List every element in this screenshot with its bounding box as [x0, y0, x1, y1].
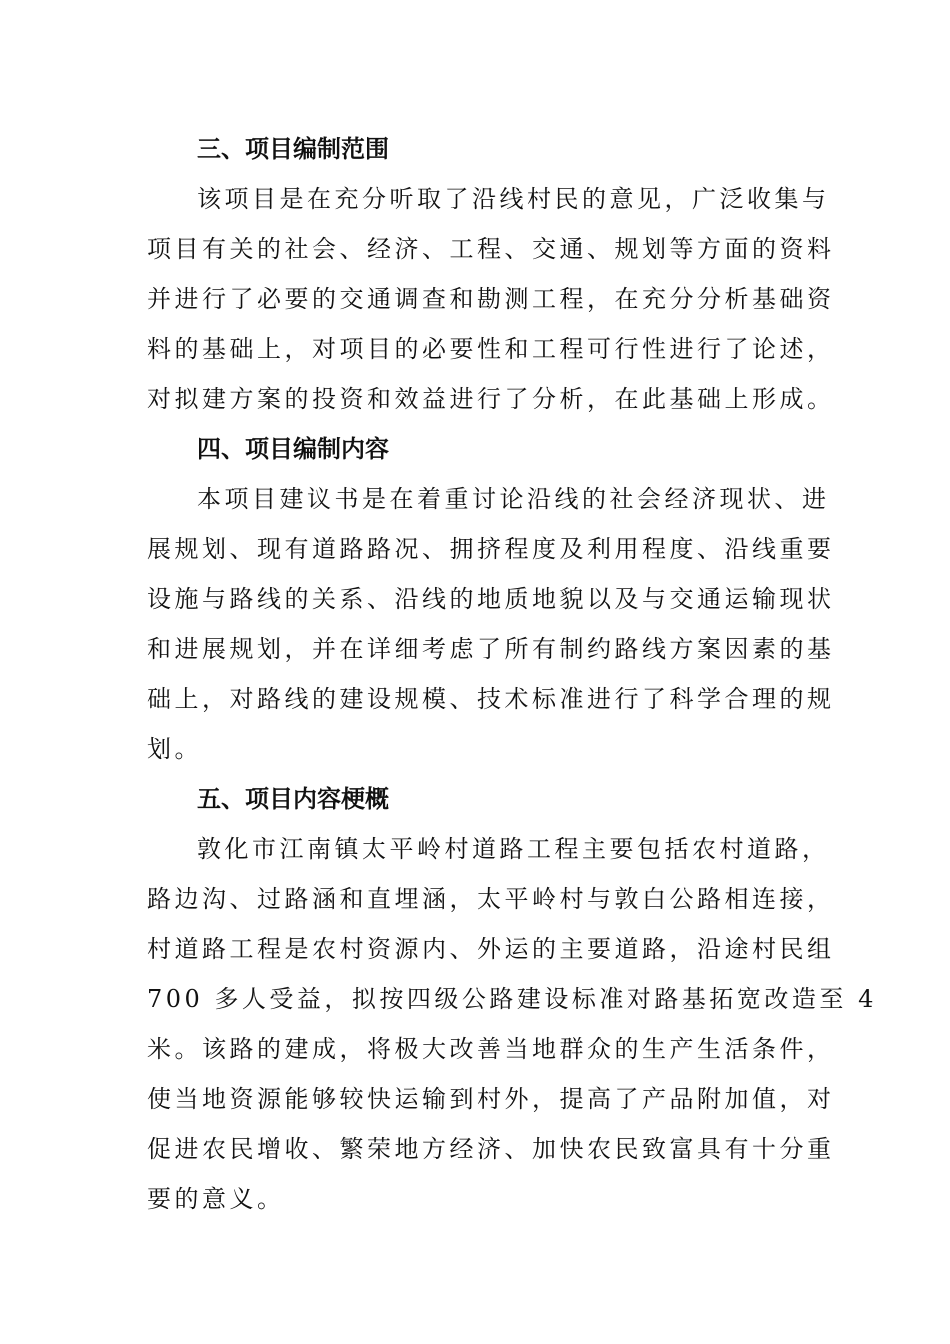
paragraph-line: 促进农民增收、繁荣地方经济、加快农民致富具有十分重 [147, 1135, 835, 1163]
paragraph-line: 并进行了必要的交通调查和勘测工程，在充分分析基础资 [147, 285, 835, 313]
section-paragraph-summary [147, 824, 877, 1224]
paragraph-line: 划。 [147, 735, 202, 763]
paragraph-line: 敦化市江南镇太平岭村道路工程主要包括农村道路， [197, 835, 830, 863]
paragraph-line: 设施与路线的关系、沿线的地质地貌以及与交通运输现状 [147, 585, 835, 613]
section-heading-scope: 三、项目编制范围 [197, 135, 389, 163]
paragraph-line: 米。该路的建成，将极大改善当地群众的生产生活条件， [147, 1035, 835, 1063]
paragraph-line: 本项目建议书是在着重讨论沿线的社会经济现状、进 [197, 485, 830, 513]
section-heading-content: 四、项目编制内容 [197, 435, 389, 463]
section-paragraph-content [147, 474, 835, 774]
section-paragraph-scope [147, 174, 835, 424]
paragraph-line: 料的基础上，对项目的必要性和工程可行性进行了论述， [147, 335, 835, 363]
paragraph-line: 和进展规划，并在详细考虑了所有制约路线方案因素的基 [147, 635, 835, 663]
paragraph-line: 该项目是在充分听取了沿线村民的意见，广泛收集与 [197, 185, 830, 213]
document-body [147, 124, 877, 1224]
paragraph-line: 展规划、现有道路路况、拥挤程度及利用程度、沿线重要 [147, 535, 835, 563]
paragraph-line: 对拟建方案的投资和效益进行了分析，在此基础上形成。 [147, 385, 835, 413]
paragraph-line: 项目有关的社会、经济、工程、交通、规划等方面的资料 [147, 235, 835, 263]
paragraph-line: 村道路工程是农村资源内、外运的主要道路，沿途村民组 [147, 935, 835, 963]
paragraph-line: 础上，对路线的建设规模、技术标准进行了科学合理的规 [147, 685, 835, 713]
paragraph-line: 700 多人受益，拟按四级公路建设标准对路基拓宽改造至 4 [147, 985, 877, 1013]
paragraph-line: 路边沟、过路涵和直埋涵，太平岭村与敦白公路相连接， [147, 885, 835, 913]
paragraph-line: 使当地资源能够较快运输到村外，提高了产品附加值，对 [147, 1085, 835, 1113]
section-heading-summary: 五、项目内容梗概 [197, 785, 389, 813]
paragraph-line: 要的意义。 [147, 1185, 285, 1213]
